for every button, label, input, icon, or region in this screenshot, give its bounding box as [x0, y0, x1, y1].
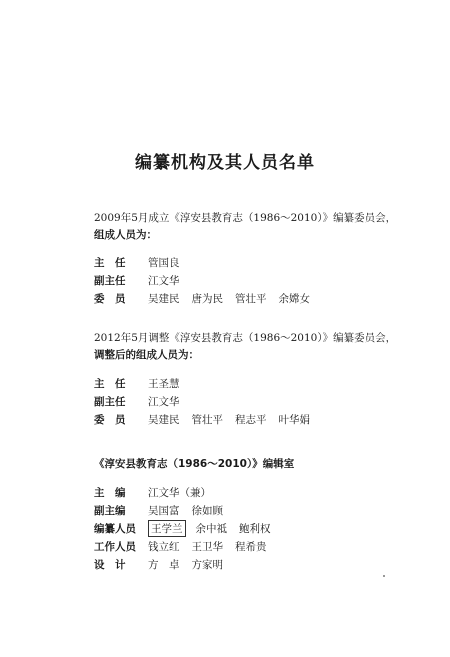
- member-name: 吴建民: [148, 292, 180, 305]
- roster-row: [94, 271, 322, 289]
- section2-roster: [94, 374, 322, 428]
- role-label: 主 任: [94, 256, 126, 269]
- member-name: 王卫华: [191, 540, 223, 553]
- member-name: 叶华娟: [278, 413, 310, 426]
- member-name: 管壮平: [191, 413, 223, 426]
- member-name: 王圣慧: [148, 377, 180, 390]
- member-name: 管壮平: [235, 292, 267, 305]
- member-name: 方 卓: [148, 558, 180, 571]
- roster-row: [94, 253, 322, 271]
- role-label: 工作人员: [94, 540, 136, 553]
- member-name: 方家明: [191, 558, 223, 571]
- section1-intro-line2: 组成人员为：: [94, 229, 157, 241]
- member-name: 唐为民: [191, 292, 223, 305]
- section3-heading: 《淳安县教育志（1986～2010）》编辑室: [94, 458, 295, 470]
- member-name: 鲍利权: [239, 522, 271, 535]
- role-label: 主 编: [94, 486, 126, 499]
- role-label: 主 任: [94, 377, 126, 390]
- role-label: 委 员: [94, 292, 126, 305]
- section3-roster: [94, 483, 283, 573]
- member-name: 江文华: [148, 395, 180, 408]
- section2-intro-line2: 调整后的组成人员为：: [94, 349, 199, 361]
- member-name: 程希贵: [235, 540, 267, 553]
- roster-row: [94, 289, 322, 307]
- member-name: 管国良: [148, 256, 180, 269]
- section2-intro: [94, 330, 396, 364]
- roster-row: [94, 555, 283, 573]
- roster-row: [94, 537, 283, 555]
- section2-intro-line1: 2012年5月调整《淳安县教育志（1986～2010）》编纂委员会，: [94, 332, 397, 344]
- member-name: 江文华: [148, 274, 180, 287]
- role-label: 副主编: [94, 504, 126, 517]
- section1-intro-line1: 2009年5月成立《淳安县教育志（1986～2010）》编纂委员会，: [94, 212, 397, 224]
- member-name: 江文华（兼）: [148, 486, 211, 499]
- section1-intro: [94, 210, 396, 244]
- role-label: 设 计: [94, 558, 126, 571]
- roster-row: [94, 483, 283, 501]
- page-title: 编纂机构及其人员名单: [135, 153, 315, 173]
- member-name-boxed: 王学兰: [148, 520, 186, 537]
- member-name: 吴国富: [148, 504, 180, 517]
- role-label: 编纂人员: [94, 522, 136, 535]
- roster-row: [94, 410, 322, 428]
- member-name: 徐如顾: [191, 504, 223, 517]
- roster-row: [94, 392, 322, 410]
- roster-row: [94, 501, 283, 519]
- roster-row: [94, 374, 322, 392]
- member-name: 钱立红: [148, 540, 180, 553]
- role-label: 副主任: [94, 395, 126, 408]
- section1-roster: [94, 253, 322, 307]
- member-name: 余嫦女: [278, 292, 310, 305]
- member-name: 余中祗: [195, 522, 227, 535]
- member-name: 吴建民: [148, 413, 180, 426]
- member-name: 程志平: [235, 413, 267, 426]
- page-speck: [383, 575, 385, 577]
- roster-row: [94, 519, 283, 537]
- role-label: 副主任: [94, 274, 126, 287]
- role-label: 委 员: [94, 413, 126, 426]
